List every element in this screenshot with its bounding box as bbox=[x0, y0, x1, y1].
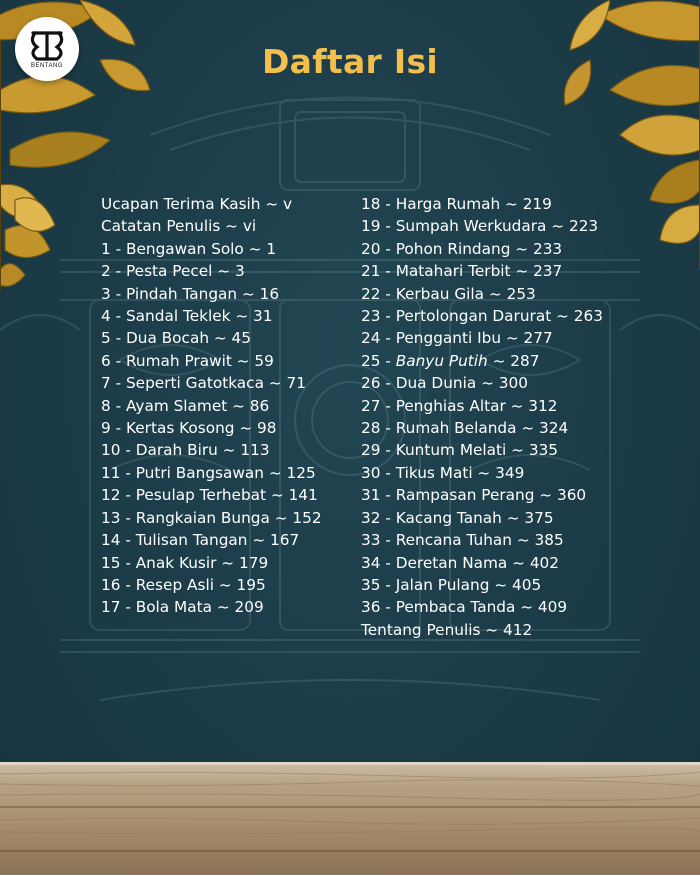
toc-column-left bbox=[101, 193, 322, 619]
toc-entry: 23 - Pertolongan Darurat ~ 263 bbox=[361, 307, 603, 326]
toc-entry: 16 - Resep Asli ~ 195 bbox=[101, 575, 266, 594]
toc-entry: 36 - Pembaca Tanda ~ 409 bbox=[361, 598, 568, 617]
toc-entry: Catatan Penulis ~ vi bbox=[101, 217, 257, 236]
toc-entry: 26 - Dua Dunia ~ 300 bbox=[361, 374, 528, 393]
toc-entry: 2 - Pesta Pecel ~ 3 bbox=[101, 262, 245, 281]
toc-entry: Tentang Penulis ~ 412 bbox=[361, 620, 533, 639]
toc-entry: 21 - Matahari Terbit ~ 237 bbox=[361, 262, 563, 281]
toc-entry-number: 25 - bbox=[361, 351, 396, 370]
table-seam-lower bbox=[0, 850, 700, 852]
table-seam bbox=[0, 806, 700, 808]
toc-entry: 31 - Rampasan Perang ~ 360 bbox=[361, 486, 587, 505]
toc-entry: 24 - Pengganti Ibu ~ 277 bbox=[361, 329, 553, 348]
page-title: Daftar Isi bbox=[261, 42, 439, 81]
toc-entry: 1 - Bengawan Solo ~ 1 bbox=[101, 239, 277, 258]
toc-entry: 18 - Harga Rumah ~ 219 bbox=[361, 195, 552, 213]
table-edge bbox=[0, 762, 700, 765]
toc-entry: 5 - Dua Bocah ~ 45 bbox=[101, 329, 252, 348]
toc-entry: 4 - Sandal Teklek ~ 31 bbox=[101, 307, 273, 326]
toc-entry-page: ~ 287 bbox=[487, 351, 540, 370]
toc-entry: 27 - Penghias Altar ~ 312 bbox=[361, 396, 558, 415]
toc-entry: 13 - Rangkaian Bunga ~ 152 bbox=[101, 508, 322, 527]
toc-entry: 3 - Pindah Tangan ~ 16 bbox=[101, 284, 280, 303]
toc-entry: 34 - Deretan Nama ~ 402 bbox=[361, 553, 560, 572]
toc-entry: 7 - Seperti Gatotkaca ~ 71 bbox=[101, 374, 306, 393]
toc-entry: 9 - Kertas Kosong ~ 98 bbox=[101, 419, 277, 438]
toc-entry: 19 - Sumpah Werkudara ~ 223 bbox=[361, 217, 599, 236]
toc-entry bbox=[361, 350, 603, 372]
toc-entry: 6 - Rumah Prawit ~ 59 bbox=[101, 351, 274, 370]
toc-column-right bbox=[361, 193, 603, 641]
toc-entry: 17 - Bola Mata ~ 209 bbox=[101, 598, 264, 617]
toc-entry: 10 - Darah Biru ~ 113 bbox=[101, 441, 270, 460]
toc-entry: 35 - Jalan Pulang ~ 405 bbox=[361, 575, 542, 594]
toc-entry: Ucapan Terima Kasih ~ v bbox=[101, 195, 293, 213]
toc-entry: 22 - Kerbau Gila ~ 253 bbox=[361, 284, 536, 303]
toc-entry-title: Banyu Putih bbox=[395, 351, 488, 370]
toc-entry: 14 - Tulisan Tangan ~ 167 bbox=[101, 531, 300, 550]
toc-entry: 32 - Kacang Tanah ~ 375 bbox=[361, 508, 554, 527]
toc-entry: 29 - Kuntum Melati ~ 335 bbox=[361, 441, 559, 460]
toc-entry: 8 - Ayam Slamet ~ 86 bbox=[101, 396, 270, 415]
toc-entry: 30 - Tikus Mati ~ 349 bbox=[361, 463, 525, 482]
wood-grain bbox=[0, 762, 700, 875]
logo-label: BENTANG bbox=[30, 63, 64, 69]
toc-entry: 33 - Rencana Tuhan ~ 385 bbox=[361, 531, 564, 550]
wooden-table bbox=[0, 762, 700, 875]
toc-entry: 15 - Anak Kusir ~ 179 bbox=[101, 553, 269, 572]
toc-entry: 28 - Rumah Belanda ~ 324 bbox=[361, 419, 569, 438]
toc-entry: 11 - Putri Bangsawan ~ 125 bbox=[101, 463, 316, 482]
toc-entry: 20 - Pohon Rindang ~ 233 bbox=[361, 239, 563, 258]
toc-entry: 12 - Pesulap Terhebat ~ 141 bbox=[101, 486, 318, 505]
